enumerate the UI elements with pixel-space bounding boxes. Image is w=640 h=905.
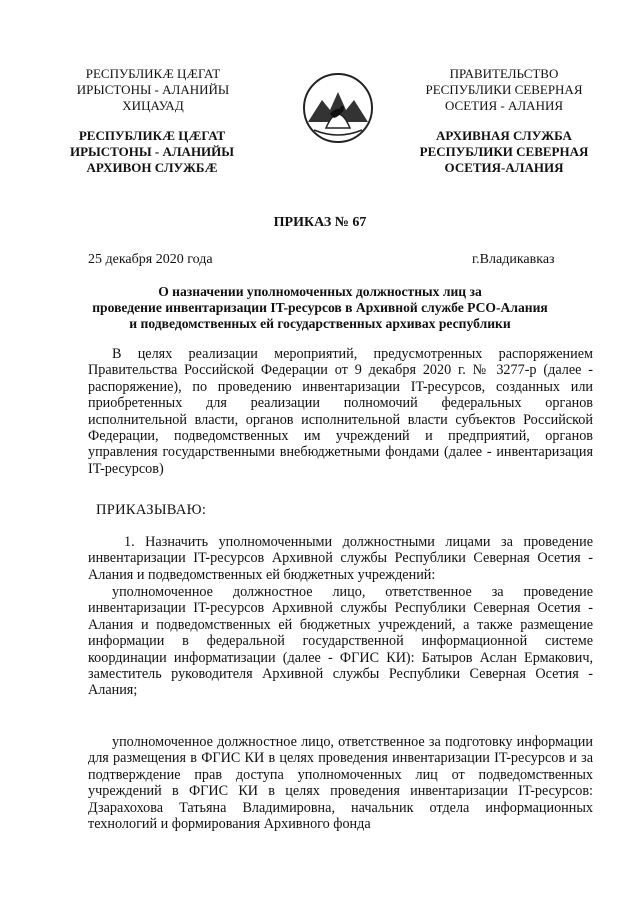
subject-line: О назначении уполномоченных должностных лиц за — [158, 284, 482, 299]
header-left-archive — [62, 128, 242, 176]
header-line: ХИЦАУАД — [122, 98, 184, 113]
header-line: РЕСПУБЛИКӔ ЦӔГАТ — [78, 128, 226, 143]
header-line: ПРАВИТЕЛЬСТВО — [449, 66, 559, 81]
header-line: ОСЕТИЯ-АЛАНИЯ — [444, 160, 564, 175]
order-city: г.Владикавказ — [472, 252, 555, 267]
preamble-paragraph: В целях реализации мероприятий, предусмотренных распоряжением Правительства Российской Федерации от 9 декабря 2020 г. № 3277-р (далее - распоряжение), по проведению инвентаризации IT-ресурсов, созданных или приобретенных для реализации полномочий федеральных органов исполнительной власти, органов исполнительной власти субъектов Российской Федерации, подведомственных им учреждений и предприятий, органов управления государственными внебюджетными фондами (далее - инвентаризация IT-ресурсов) — [88, 346, 593, 477]
header-line: РЕСПУБЛИКӔ ЦӔГАТ — [85, 66, 221, 81]
header-right-archive — [404, 128, 604, 176]
header-line: АРХИВНАЯ СЛУЖБА — [436, 128, 572, 143]
header-line: ИРЫСТОНЫ - АЛАНИЙЫ — [76, 82, 230, 97]
order-subject — [70, 284, 570, 332]
header-line: ИРЫСТОНЫ - АЛАНИЙЫ — [69, 144, 235, 159]
subject-line: проведение инвентаризации IT-ресурсов в Архивной службе РСО-Алания — [92, 300, 548, 315]
header-line: РЕСПУБЛИКИ СЕВЕРНАЯ — [419, 144, 589, 159]
paragraph-responsible-person-2: уполномоченное должностное лицо, ответственное за подготовку информации для размещения в ФГИС КИ в целях проведения инвентаризации IT-ресурсов и за подтверждение прав доступа уполномоченных лиц от подведомственных учреждений в ФГИС КИ в целях проведения инвентаризации IT-ресурсов: Дзарахохова Татьяна Владимировна, начальник отдела информационных технологий и формирования Архивного фонда — [88, 734, 593, 833]
header-right-government — [404, 66, 604, 114]
subject-line: и подведомственных ей государственных архивах республики — [129, 316, 511, 331]
paragraph-responsible-person-1: уполномоченное должностное лицо, ответственное за проведение инвентаризации IT-ресурсов Архивной службы Республики Северная Осетия - Алания и подведомственных ей бюджетных учреждений, а также размещение информации в федеральной государственной информационной системе координации информатизации (далее - ФГИС КИ): Батыров Аслан Ермакович, заместитель руководителя Архивной службы Республики Северная Осетия - Алания; — [88, 584, 593, 699]
order-directive-word: ПРИКАЗЫВАЮ: — [96, 502, 207, 518]
order-date: 25 декабря 2020 года — [88, 252, 213, 267]
order-title: ПРИКАЗ № 67 — [273, 215, 367, 230]
coat-of-arms-emblem — [300, 70, 376, 146]
header-line: РЕСПУБЛИКИ СЕВЕРНАЯ — [425, 82, 583, 97]
header-line: АРХИВОН СЛУЖБӔ — [86, 160, 218, 175]
header-left-government — [68, 66, 238, 114]
header-line: ОСЕТИЯ - АЛАНИЯ — [444, 98, 564, 113]
paragraph-item-1: 1. Назначить уполномоченными должностными лицами за проведение инвентаризации IT-ресурсов Архивной службы Республики Северная Осетия - Алания и подведомственных ей бюджетных учреждений: — [88, 534, 593, 583]
